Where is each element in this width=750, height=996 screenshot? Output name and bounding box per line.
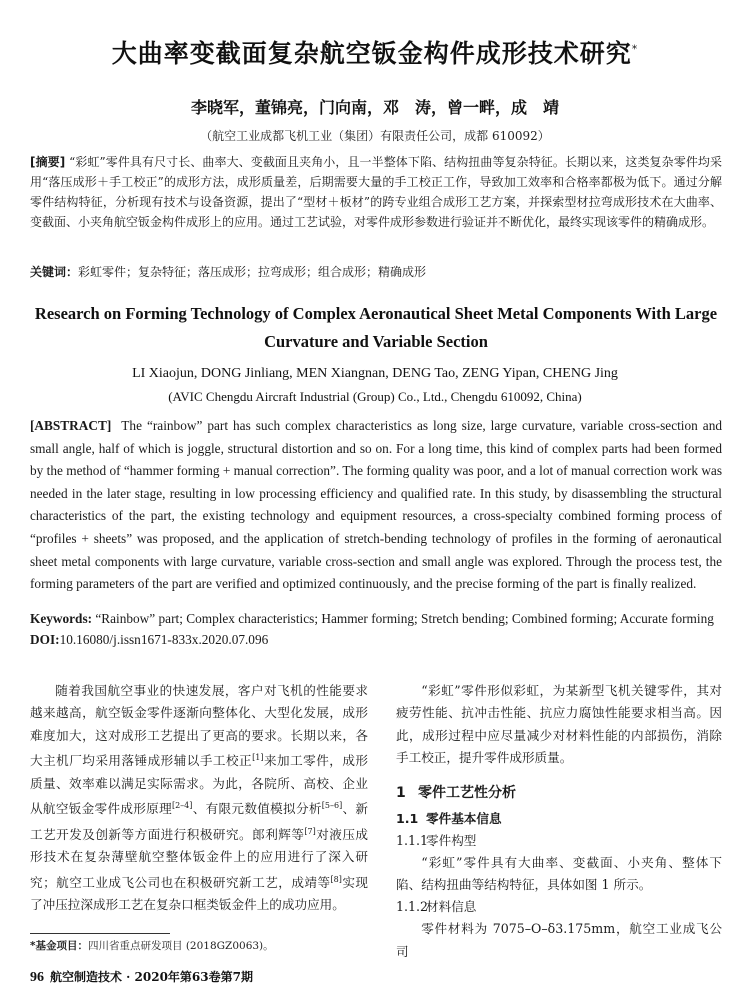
authors-en: LI Xiaojun, DONG Jinliang, MEN Xiangnan, DENG Tao, ZENG Yipan, CHENG Jing xyxy=(132,366,618,381)
keywords-en-text: “Rainbow” part; Complex characteristics; Hammer forming; Stretch bending; Combined forming; Accurate forming xyxy=(95,611,714,626)
funding-footnote xyxy=(30,938,370,954)
keywords-en-label: Keywords: xyxy=(30,611,93,626)
journal-info: 航空制造技术 · 2020年第63卷第7期 xyxy=(50,970,253,984)
body-column-right xyxy=(396,680,722,963)
keywords-en xyxy=(30,609,730,629)
title-footnote-mark: * xyxy=(631,42,639,56)
rainbow-paragraph: “彩虹”零件形似彩虹，为某新型飞机关键零件，其对疲劳性能、抗冲击性能、抗应力腐蚀性能要求相当高。因此，成形过程中应尽量减少对材料性能的内部损伤，消除手工校正，提升零件成形质量。 xyxy=(396,683,722,766)
abstract-cn xyxy=(30,152,722,232)
intro-text-1: 随着我国航空事业的快速发展，客户对飞机的性能要求越来越高，航空钣金零件逐渐向整体化、大型化发展，成形难度加大，这对成形工艺提出了更高的要求。长期以来，各大主机厂均采用落锤成形辅以手工校正 xyxy=(30,683,368,769)
footnote-text: 四川省重点研发项目 (2018GZ0063)。 xyxy=(88,940,274,952)
citation-ref[interactable]: [7] xyxy=(304,826,316,836)
section-title: 零件工艺性分析 xyxy=(418,784,516,801)
keywords-cn-label: 关键词： xyxy=(30,265,79,279)
english-title: Research on Forming Technology of Complex Aeronautical Sheet Metal Components With Large Curvature and Variable Section xyxy=(34,304,718,351)
section-number: 1.1.2 xyxy=(396,899,429,915)
doi xyxy=(30,630,722,650)
section-title: 零件基本信息 xyxy=(426,810,502,826)
page-title xyxy=(0,34,750,70)
intro-text-3: 、有限元数值模拟分析 xyxy=(192,801,322,817)
doi-link[interactable]: 10.16080/j.issn1671-833x.2020.07.096 xyxy=(59,632,269,647)
title-text: 大曲率变截面复杂航空钣金构件成形技术研究 xyxy=(111,39,632,68)
affiliation-en: (AVIC Chengdu Aircraft Industrial (Group) Co., Ltd., Chengdu 610092, China) xyxy=(168,389,582,404)
section-heading-1-1-1 xyxy=(396,830,722,852)
abstract-en xyxy=(30,415,722,596)
intro-text-5: 对液压成形技术在复杂薄壁航空整体钣金件上的应用进行了深入研究；航空工业成飞公司也在积极研究新工艺，成靖等 xyxy=(30,827,369,890)
intro-paragraph xyxy=(30,680,368,917)
footnote-divider xyxy=(30,933,170,934)
keywords-cn xyxy=(30,262,722,282)
intro-text-6: 实现了冲压拉深成形工艺在复杂口框类钣金件上的成功应用。 xyxy=(30,875,369,913)
page-footer xyxy=(30,968,253,986)
affiliation-cn: （航空工业成都飞机工业（集团）有限责任公司，成都 610092） xyxy=(200,129,550,143)
intro-text-2: 来加工零件，成形质量、效率难以满足实际需求。为此，各院所、高校、企业从航空钣金零件成形原理 xyxy=(30,753,369,817)
page-number: 96 xyxy=(30,970,44,985)
section-number: 1.1.1 xyxy=(396,832,429,848)
section-heading-1-1-2 xyxy=(396,896,722,918)
abstract-cn-text: “彩虹”零件具有尺寸长、曲率大、变截面且夹角小，且一半整体下陷、结构扭曲等复杂特征。长期以来，这类复杂零件均采用“落压成形＋手工校正”的成形方法，成形质量差，后期需要大量的手工校正工作，导致加工效率和合格率都极为低下。通过分解零件结构特征，分析现有技术与设备资源，提出了“型材＋板材”的跨专业组合成形工艺方案，并探索型材拉弯成形技术在大曲率、变截面、小夹角航空钣金构件成形上的应用。通过工艺试验，对零件成形参数进行验证并不断优化，最终实现该零件的精确成形。 xyxy=(30,155,722,229)
material-paragraph: 零件材料为 7075–O–δ3.175mm，航空工业成飞公司 xyxy=(396,921,722,959)
intro-text-4: 、新工艺开发及创新等方面进行积极研究。郎利辉等 xyxy=(30,801,368,842)
abstract-cn-label: [摘要] xyxy=(30,155,66,169)
doi-label: DOI: xyxy=(30,632,60,647)
authors-cn: 李晓军，董锦亮，门向南，邓 涛，曾一畔，成 靖 xyxy=(190,98,559,117)
section-number: 1.1 xyxy=(396,810,419,826)
section-number: 1 xyxy=(396,784,406,801)
footnote-label: *基金项目： xyxy=(30,940,88,952)
abstract-en-label: [ABSTRACT] xyxy=(30,418,112,433)
section-title: 零件构型 xyxy=(426,832,477,848)
section-heading-1 xyxy=(396,782,722,804)
citation-ref[interactable]: [2–4] xyxy=(171,801,193,811)
citation-ref[interactable]: [5–6] xyxy=(321,801,343,811)
citation-ref[interactable]: [8] xyxy=(330,874,342,884)
keywords-cn-text: 彩虹零件；复杂特征；落压成形；拉弯成形；组合成形；精确成形 xyxy=(78,265,427,279)
citation-ref[interactable]: [1] xyxy=(252,753,264,763)
abstract-en-text: The “rainbow” part has such complex characteristics as long size, large curvature, variable cross-section and small angle, half of which is joggle, structural distortion and so on. For a long time, this kind of complex parts had been formed by the method of “hammer forming + manual correction”. The forming quality was poor, and a lot of manual correction work was needed in the later stage, resulting in low processing efficiency and qualified rate. In this study, by disassembling the structural characteristics of the part, the existing technology and equipment resources, a cross-specialty combined forming process of “profiles + sheets” was proposed, and the application of stretch-bending technology of profiles in the forming of aeronautical sheet metal components with large curvature, variable cross-section and small angle was explored. Through the process test, the forming parameters of the part are verified and optimized continuously, and the precise forming of the part is finally realized. xyxy=(30,418,722,592)
section-heading-1-1 xyxy=(396,808,722,830)
configuration-paragraph: “彩虹”零件具有大曲率、变截面、小夹角、整体下陷、结构扭曲等结构特征，具体如图 1 所示。 xyxy=(396,854,722,893)
section-title: 材料信息 xyxy=(426,899,477,915)
body-column-left xyxy=(30,680,368,917)
